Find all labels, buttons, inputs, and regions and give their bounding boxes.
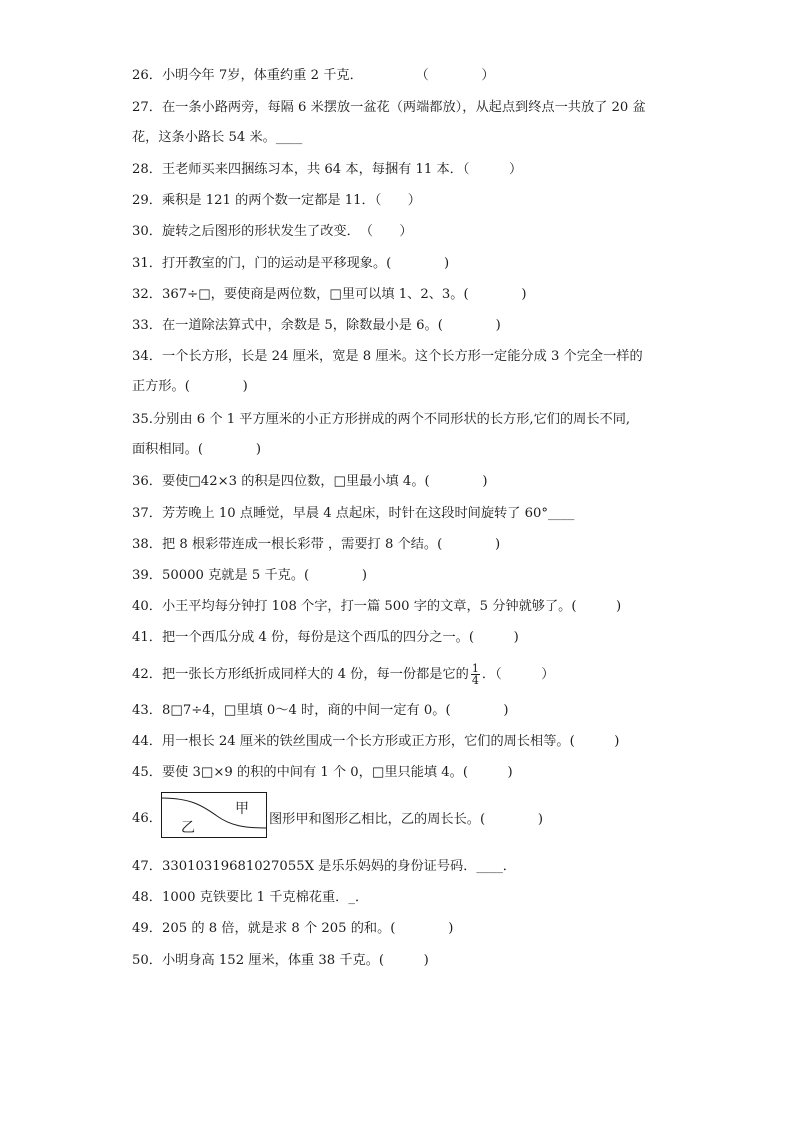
question-28 bbox=[132, 160, 522, 180]
question-number: 28． bbox=[132, 162, 162, 177]
question-text: 乘积是 121 的两个数一定都是 11．（ ） bbox=[161, 193, 421, 208]
question-29 bbox=[132, 191, 421, 211]
question-number: 44． bbox=[132, 734, 162, 749]
question-number: 40． bbox=[132, 599, 162, 614]
question-number: 46． bbox=[132, 811, 162, 826]
question-45 bbox=[132, 763, 513, 783]
question-47 bbox=[132, 857, 516, 877]
question-text: 205 的 8 倍，就是求 8 个 205 的和。( ) bbox=[161, 921, 454, 936]
question-number: 45． bbox=[132, 765, 162, 780]
question-text-line2: 正方形。( ) bbox=[132, 379, 248, 394]
question-text: 33010319681027055X 是乐乐妈妈的身份证号码．____． bbox=[161, 859, 516, 874]
question-text: 一个长方形，长是 24 厘米，宽是 8 厘米。这个长方形一定能分成 3 个完全一样的 bbox=[161, 349, 643, 364]
question-number: 33． bbox=[132, 318, 162, 333]
question-34 bbox=[132, 347, 643, 397]
question-42 bbox=[132, 663, 554, 686]
question-number: 35. bbox=[132, 412, 153, 427]
question-text-line2: 面积相同。( ) bbox=[132, 442, 261, 457]
question-number: 48． bbox=[132, 890, 162, 905]
fraction-numerator: 1 bbox=[471, 662, 479, 675]
question-text: 芳芳晚上 10 点睡觉，早晨 4 点起床，时针在这段时间旋转了 60°____ bbox=[161, 506, 575, 521]
question-text: 在一道除法算式中，余数是 5，除数最小是 6。( ) bbox=[161, 318, 501, 333]
question-text: 要使□42×3 的积是四位数，□里最小填 4。( ) bbox=[161, 474, 488, 489]
question-text: 1000 克铁要比 1 千克棉花重．_． bbox=[161, 890, 369, 905]
question-text: 用一根长 24 厘米的铁丝围成一个长方形或正方形，它们的周长相等。( ) bbox=[161, 734, 620, 749]
question-number: 47． bbox=[132, 859, 162, 874]
question-number: 50． bbox=[132, 953, 162, 968]
question-48 bbox=[132, 888, 368, 908]
question-41 bbox=[132, 628, 519, 648]
question-number: 41． bbox=[132, 630, 162, 645]
question-text-tail: ．（ ） bbox=[481, 667, 555, 682]
question-number: 49． bbox=[132, 921, 162, 936]
shape-figure-drawing bbox=[161, 792, 267, 838]
question-44 bbox=[132, 732, 619, 752]
question-number: 37． bbox=[132, 506, 162, 521]
question-number: 34． bbox=[132, 349, 162, 364]
question-number: 31． bbox=[132, 256, 162, 271]
question-31 bbox=[132, 254, 449, 274]
question-number: 26． bbox=[132, 68, 162, 83]
question-text-line2: 花，这条小路长 54 米。____ bbox=[132, 130, 303, 145]
question-number: 27． bbox=[132, 100, 162, 115]
shape-figure bbox=[161, 792, 267, 838]
question-text: 367÷□，要使商是两位数，□里可以填 1、2、3。( ) bbox=[161, 287, 527, 302]
question-27 bbox=[132, 98, 646, 148]
question-text: 8□7÷4，□里填 0～4 时，商的中间一定有 0。( ) bbox=[161, 703, 509, 718]
question-number: 29． bbox=[132, 193, 162, 208]
question-43 bbox=[132, 701, 509, 721]
question-number: 39． bbox=[132, 568, 162, 583]
question-37 bbox=[132, 504, 574, 524]
question-33 bbox=[132, 316, 501, 336]
question-30 bbox=[132, 222, 413, 242]
fraction-denominator: 4 bbox=[471, 674, 479, 687]
question-number: 43． bbox=[132, 703, 162, 718]
question-text: 图形甲和图形乙相比，乙的周长长。( ) bbox=[269, 812, 544, 827]
question-50 bbox=[132, 951, 429, 971]
question-32 bbox=[132, 285, 527, 305]
question-35 bbox=[132, 410, 630, 460]
question-40 bbox=[132, 597, 621, 617]
question-39 bbox=[132, 566, 367, 586]
question-text: 打开教室的门，门的运动是平移现象。( ) bbox=[161, 256, 450, 271]
question-text: 要使 3□×9 的积的中间有 1 个 0，□里只能填 4。( ) bbox=[161, 765, 513, 780]
question-text: 旋转之后图形的形状发生了改变． （ ） bbox=[161, 224, 413, 239]
question-26 bbox=[132, 66, 495, 86]
question-38 bbox=[132, 535, 500, 555]
question-text: 王老师买来四捆练习本，共 64 本，每捆有 11 本．（ ） bbox=[161, 162, 523, 177]
question-36 bbox=[132, 472, 488, 492]
question-text: 小明身高 152 厘米，体重 38 千克。( ) bbox=[161, 953, 429, 968]
question-text: 分别由 6 个 1 平方厘米的小正方形拼成的两个不同形状的长方形,它们的周长不同, bbox=[152, 412, 631, 427]
question-text: 50000 克就是 5 千克。( ) bbox=[161, 568, 368, 583]
question-text: 把一张长方形纸折成同样大的 4 份，每一份都是它的 bbox=[161, 667, 469, 682]
question-number: 32． bbox=[132, 287, 162, 302]
shape-label-yi: 乙 bbox=[181, 820, 195, 836]
question-number: 36． bbox=[132, 474, 162, 489]
question-46 bbox=[132, 809, 162, 829]
question-text: 小王平均每分钟打 108 个字，打一篇 500 字的文章，5 分钟就够了。( ) bbox=[161, 599, 622, 614]
question-number: 42． bbox=[132, 667, 162, 682]
question-49 bbox=[132, 919, 453, 939]
question-number: 38． bbox=[132, 537, 162, 552]
question-46-text bbox=[269, 810, 543, 830]
question-text: 在一条小路两旁，每隔 6 米摆放一盆花（两端都放），从起点到终点一共放了 20 盆 bbox=[161, 100, 646, 115]
question-number: 30． bbox=[132, 224, 162, 239]
shape-label-jia: 甲 bbox=[235, 801, 249, 817]
question-text: 把一个西瓜分成 4 份，每份是这个西瓜的四分之一。( ) bbox=[161, 630, 519, 645]
question-text: 把 8 根彩带连成一根长彩带 ，需要打 8 个结。( ) bbox=[161, 537, 501, 552]
fraction bbox=[471, 663, 480, 686]
question-text: 小明今年 7岁，体重约重 2 千克． （ ） bbox=[161, 68, 495, 83]
